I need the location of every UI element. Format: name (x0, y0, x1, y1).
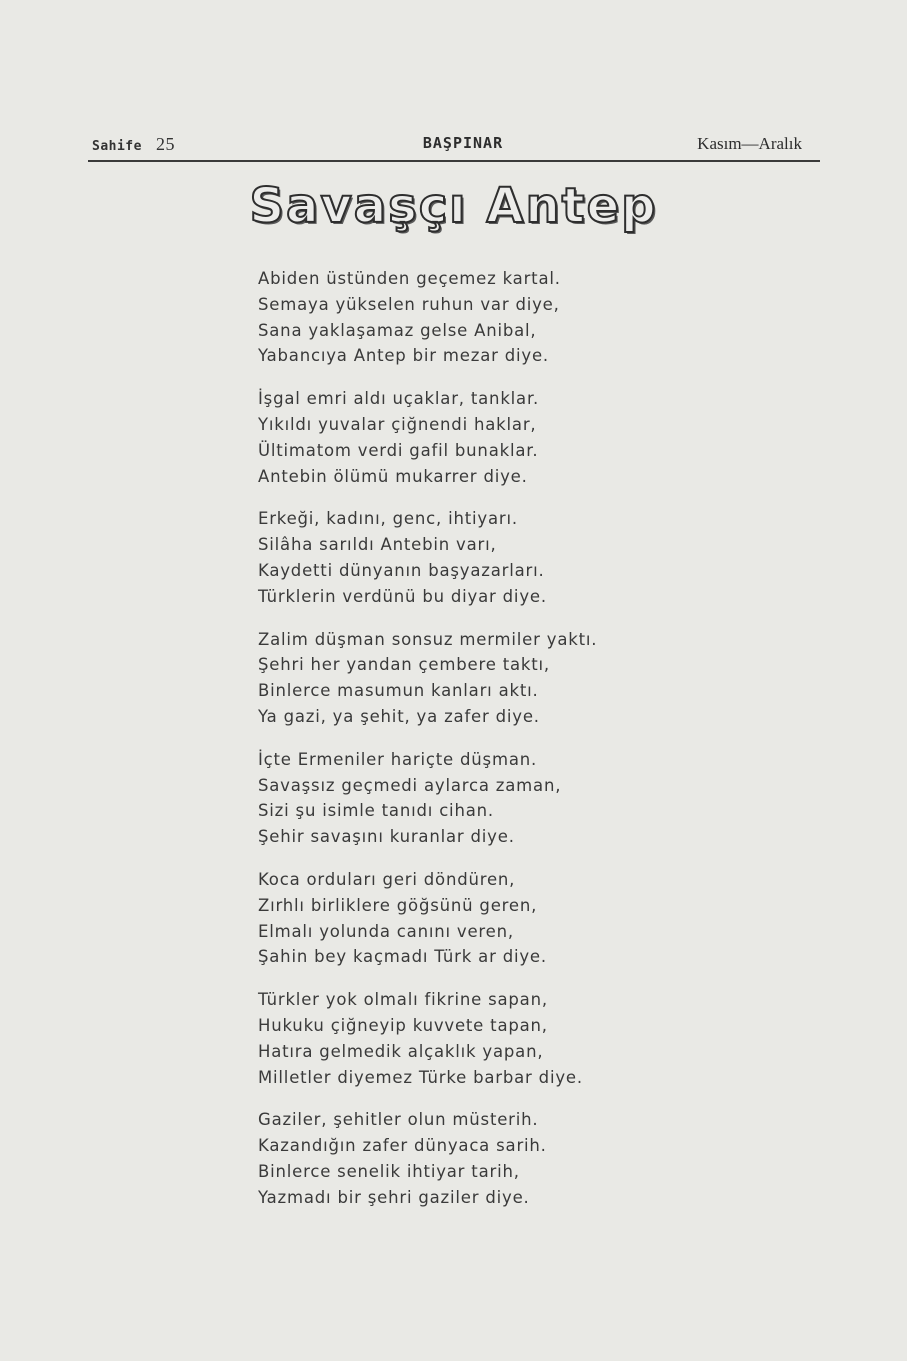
poem-line: Türklerin verdünü bu diyar diye. (258, 586, 547, 606)
poem-line: İşgal emri aldı uçaklar, tanklar. (258, 389, 540, 409)
poem-line: Milletler diyemez Türke barbar diye. (258, 1067, 583, 1087)
poem-line: Sizi şu isimle tanıdı cihan. (258, 801, 494, 821)
stanza-3 (258, 506, 678, 609)
stanza-1 (258, 266, 678, 369)
poem-line: Yazmadı bir şehri gaziler diye. (258, 1187, 530, 1207)
poem-line: Abiden üstünden geçemez kartal. (258, 269, 561, 288)
stanza-8 (258, 1107, 678, 1210)
poem-line: Kazandığın zafer dünyaca sarih. (258, 1136, 547, 1156)
poem-line: Şehri her yandan çembere taktı, (258, 655, 550, 675)
poem-line: Binlerce masumun kanları aktı. (258, 681, 539, 701)
poem-line: İçte Ermeniler hariçte düşman. (258, 749, 538, 769)
poem-line: Yabancıya Antep bir mezar diye. (258, 346, 549, 366)
stanza-5 (258, 747, 678, 850)
poem-line: Ültimatom verdi gafil bunaklar. (258, 440, 539, 460)
poem-line: Hukuku çiğneyip kuvvete tapan, (258, 1015, 548, 1035)
poem-line: Türkler yok olmalı fikrine sapan, (258, 990, 548, 1010)
stanza-2 (258, 386, 678, 489)
poem-line: Elmalı yolunda canını veren, (258, 921, 514, 941)
poem-line: Ya gazi, ya şehit, ya zafer diye. (258, 706, 540, 726)
poem-title: Savaşçı Antep (249, 178, 658, 234)
poem-line: Koca orduları geri döndüren, (258, 869, 516, 889)
stanza-7 (258, 987, 678, 1090)
poem-line: Zalim düşman sonsuz mermiler yaktı. (258, 629, 598, 649)
poem-line: Kaydetti dünyanın başyazarları. (258, 560, 545, 580)
page-header (88, 132, 820, 162)
stanza-6 (258, 867, 678, 970)
poem-line: Zırhlı birliklere göğsünü geren, (258, 895, 538, 915)
poem-body (258, 266, 678, 1228)
poem-line: Binlerce senelik ihtiyar tarih, (258, 1161, 520, 1181)
poem-line: Hatıra gelmedik alçaklık yapan, (258, 1041, 544, 1061)
poem-line: Semaya yükselen ruhun var diye, (258, 294, 560, 314)
journal-name: BAŞPINAR (422, 134, 504, 152)
poem-line: Erkeği, kadını, genc, ihtiyarı. (258, 509, 518, 529)
poem-line: Şehir savaşını kuranlar diye. (258, 827, 515, 847)
poem-line: Şahin bey kaçmadı Türk ar diye. (258, 947, 547, 967)
poem-line: Yıkıldı yuvalar çiğnendi haklar, (258, 414, 537, 434)
poem-line: Sana yaklaşamaz gelse Anibal, (258, 320, 537, 340)
stanza-4 (258, 627, 678, 730)
poem-line: Gaziler, şehitler olun müsterih. (258, 1110, 539, 1130)
poem-line: Silâha sarıldı Antebin varı, (258, 535, 497, 555)
poem-line: Antebin ölümü mukarrer diye. (258, 466, 528, 486)
poem-line: Savaşsız geçmedi aylarca zaman, (258, 775, 562, 795)
page-number: 25 (155, 134, 175, 154)
page-word: Sahife (92, 139, 142, 154)
page-label (92, 134, 175, 155)
issue-date: Kasım—Aralık (697, 134, 802, 153)
